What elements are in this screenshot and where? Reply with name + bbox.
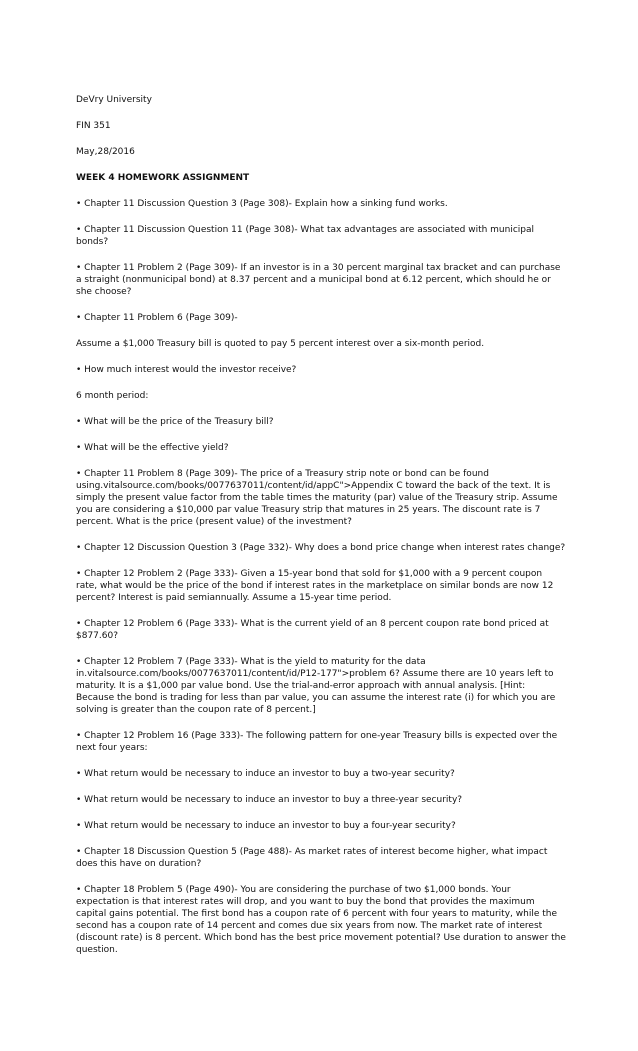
item-yield-question: • What will be the effective yield? (76, 443, 229, 453)
item-six-month: 6 month period: (76, 391, 149, 401)
document-page (76, 94, 566, 970)
course-code: FIN 351 (76, 121, 111, 131)
assignment-title: WEEK 4 HOMEWORK ASSIGNMENT (76, 173, 250, 183)
item-four-year: • What return would be necessary to induce an investor to buy a four-year security? (76, 821, 456, 831)
item-ch18-dq5: • Chapter 18 Discussion Question 5 (Page 488)- As market rates of interest become higher, what impact does this have on duration? (76, 847, 548, 869)
item-ch11-dq11: • Chapter 11 Discussion Question 11 (Page 308)- What tax advantages are associated with municipal bonds? (76, 225, 535, 247)
item-three-year: • What return would be necessary to induce an investor to buy a three-year security? (76, 795, 463, 805)
item-ch12-p16: • Chapter 12 Problem 16 (Page 333)- The following pattern for one-year Treasury bills is expected over the next four years: (76, 731, 558, 753)
item-ch12-p7: • Chapter 12 Problem 7 (Page 333)- What is the yield to maturity for the data in.vitalsource.com/books/0077637011/content/id/P12-177">problem 6? Assume there are 10 years left to maturity. It is a $1,000 par value bond. Use the trial-and-error approach with annual analysis. [Hint: Because the bond is trading for less than par value, you can assume the interest rate (i) for which you are solving is greater than the coupon rate of 8 percent.] (76, 657, 556, 715)
item-interest-question: • How much interest would the investor receive? (76, 365, 297, 375)
item-ch11-p2: • Chapter 11 Problem 2 (Page 309)- If an investor is in a 30 percent marginal tax bracket and can purchase a straight (nonmunicipal bond) at 8.37 percent and a municipal bond at 6.12 percent, which should he or she choose? (76, 263, 561, 297)
item-ch11-p6-assume: Assume a $1,000 Treasury bill is quoted to pay 5 percent interest over a six-month period. (76, 339, 485, 349)
item-ch12-p6: • Chapter 12 Problem 6 (Page 333)- What is the current yield of an 8 percent coupon rate bond priced at $877.60? (76, 619, 549, 641)
item-ch11-p6: • Chapter 11 Problem 6 (Page 309)- (76, 313, 238, 323)
document-date: May,28/2016 (76, 147, 135, 157)
item-ch12-dq3: • Chapter 12 Discussion Question 3 (Page 332)- Why does a bond price change when interest rates change? (76, 543, 566, 553)
item-two-year: • What return would be necessary to induce an investor to buy a two-year security? (76, 769, 455, 779)
item-price-question: • What will be the price of the Treasury bill? (76, 417, 274, 427)
item-ch18-p5: • Chapter 18 Problem 5 (Page 490)- You are considering the purchase of two $1,000 bonds. Your expectation is that interest rates will drop, and you want to buy the bond that provides the maximum capital gains potential. The first bond has a coupon rate of 6 percent with four years to maturity, while the second has a coupon rate of 14 percent and comes due six years from now. The market rate of interest (discount rate) is 8 percent. Which bond has the best price movement potential? Use duration to answer the question. (76, 885, 566, 955)
item-ch12-p2: • Chapter 12 Problem 2 (Page 333)- Given a 15-year bond that sold for $1,000 with a 9 percent coupon rate, what would be the price of the bond if interest rates in the marketplace on similar bonds are now 12 percent? Interest is paid semiannually. Assume a 15-year time period. (76, 569, 554, 603)
university-name: DeVry University (76, 95, 152, 105)
item-ch11-dq3: • Chapter 11 Discussion Question 3 (Page 308)- Explain how a sinking fund works. (76, 199, 448, 209)
item-ch11-p8: • Chapter 11 Problem 8 (Page 309)- The price of a Treasury strip note or bond can be found using.vitalsource.com/books/0077637011/content/id/appC">Appendix C toward the back of the text. It is simply the present value factor from the table times the maturity (par) value of the Treasury strip. Assume you are considering a $10,000 par value Treasury strip that matures in 25 years. The discount rate is 7 percent. What is the price (present value) of the investment? (76, 469, 558, 527)
